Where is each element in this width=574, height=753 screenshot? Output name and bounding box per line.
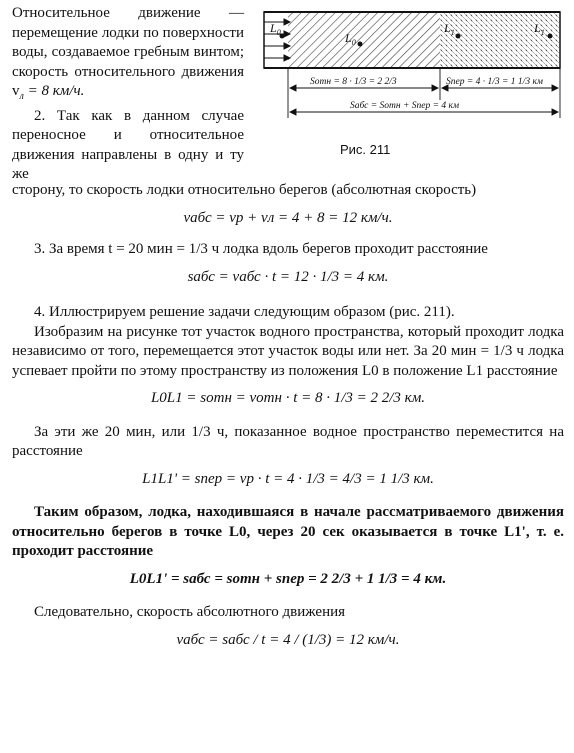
formula-1: vабс = vр + vл = 4 + 8 = 12 км/ч.	[183, 209, 393, 226]
paragraph-2: 2. Так как в данном случае переносное и относительное движения направлены в одну и ту же	[12, 107, 244, 182]
figure-caption: Рис. 211	[340, 142, 391, 157]
label-l1-prime: $L_1$	[534, 21, 545, 37]
paragraph-7: Таким образом, лодка, находившаяся в начале рассматриваемого движения относительно берегов в точке L0, через 20 сек оказывается в точке L1', т. е. проходит расстояние	[12, 504, 564, 559]
main-text	[12, 181, 564, 650]
left-column	[12, 4, 244, 185]
formula-6: vабс = sабс / t = 4 / (1/3) = 12 км/ч.	[176, 631, 400, 648]
formula-5: L0L1' = sабс = sотн + sпер = 2 2/3 + 1 1/3 = 4 км.	[129, 570, 447, 587]
paragraph-4: 4. Иллюстрируем решение задачи следующим образом (рис. 211).	[34, 304, 455, 320]
formula-3: L0L1 = sотн = vотн · t = 8 · 1/3 = 2 2/3 км.	[150, 390, 426, 406]
dotted-region-transfer	[440, 12, 560, 68]
paragraph-3: 3. За время t = 20 мин = 1/3 ч лодка вдоль берегов проходит расстояние	[34, 241, 488, 257]
dim-label-abs: Sабс = Sотн + Sпер = 4 км	[350, 101, 460, 111]
label-l0-left: $L_0$	[270, 21, 281, 37]
paragraph-8: Следовательно, скорость абсолютного движения	[34, 604, 346, 620]
paragraph-2-continued: сторону, то скорость лодки относительно берегов (абсолютная скорость)	[12, 182, 477, 198]
paragraph-5: Изобразим на рисунке тот участок водного пространства, который проходит лодка независимо от того, перемещается этот участок воды или нет. За 20 мин = 1/3 ч лодка успевает пройти по этому пространству из положения L0 в положение L1 расстояние	[12, 323, 564, 379]
label-l1: $L_1$	[444, 21, 455, 37]
paragraph-1: Относительное движение — перемещение лодки по поверхности воды, создаваемое гребным винтом; скорость относительного движения $v_л = 8$ км/ч.	[12, 5, 244, 102]
formula-2: sабс = vабс · t = 12 · 1/3 = 4 км.	[187, 268, 389, 285]
hatched-region-relative	[288, 12, 440, 68]
formula-4: L1L1' = sпер = vр · t = 4 · 1/3 = 4/3 = 1 1/3 км.	[142, 470, 434, 487]
label-l0: $L_0$	[345, 31, 356, 47]
dim-label-per: Sпер = 4 · 1/3 = 1 1/3 км	[446, 77, 543, 87]
figure-diagram	[250, 4, 566, 126]
dim-label-otn: Sотн = 8 · 1/3 = 2 2/3	[310, 77, 397, 87]
paragraph-6: За эти же 20 мин, или 1/3 ч, показанное водное пространство переместится на расстояние	[12, 423, 564, 459]
figure-211	[250, 4, 566, 126]
